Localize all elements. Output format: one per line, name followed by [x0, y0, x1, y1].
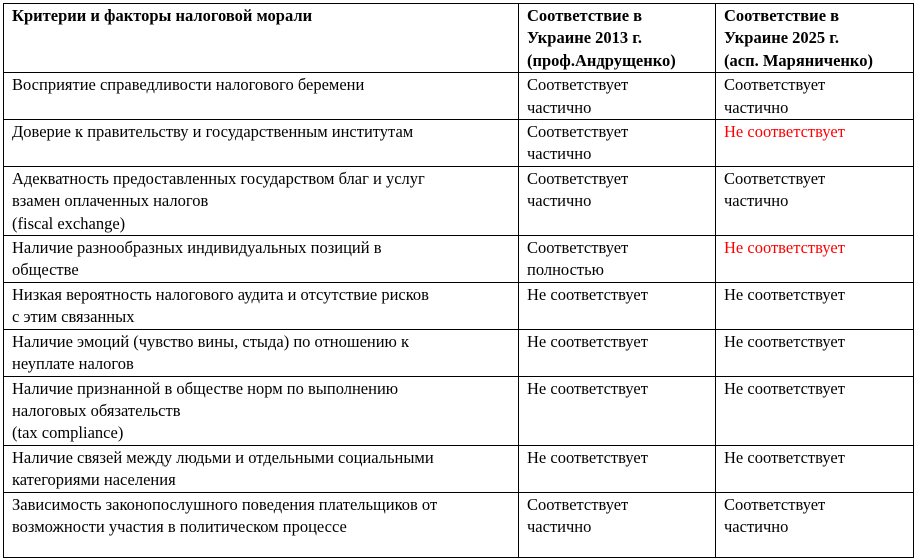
- status-2025-cell: [716, 166, 914, 235]
- criterion-text-line: Низкая вероятность налогового аудита и отсутствие рисков: [12, 284, 429, 304]
- status-text-line: частично: [724, 191, 789, 211]
- status-2013-cell: [519, 329, 716, 376]
- criterion-text-line: Наличие разнообразных индивидуальных позиций в: [12, 238, 382, 258]
- criterion-cell: [4, 120, 519, 167]
- status-text-line: Соответствует: [724, 75, 826, 95]
- criterion-cell: [4, 282, 519, 329]
- status-text-line: частично: [527, 191, 592, 211]
- status-text-line: Не соответствует: [724, 378, 845, 398]
- status-2025-cell: [716, 329, 914, 376]
- table-row: [4, 166, 914, 235]
- criterion-text-line: возможности участия в политическом процессе: [12, 516, 347, 536]
- status-2013-cell: [519, 492, 716, 557]
- criterion-cell: [4, 236, 519, 283]
- criterion-cell: [4, 445, 519, 492]
- criterion-text-line: (fiscal exchange): [12, 213, 126, 233]
- criterion-cell: [4, 492, 519, 557]
- header-2025: [716, 4, 914, 73]
- status-text-line: частично: [527, 97, 592, 117]
- header-row: [4, 4, 914, 73]
- criterion-text-line: налоговых обязательств: [12, 400, 181, 420]
- status-text-line: Соответствует: [527, 168, 629, 188]
- criterion-cell: [4, 166, 519, 235]
- table-row: [4, 120, 914, 167]
- status-2025-cell: [716, 376, 914, 445]
- header-text-line: Украине 2025 г.: [724, 28, 840, 48]
- criterion-cell: [4, 73, 519, 120]
- table-row: [4, 329, 914, 376]
- status-text-line: частично: [527, 144, 592, 164]
- status-text-line: Не соответствует: [724, 238, 845, 258]
- status-2025-cell: [716, 492, 914, 557]
- status-text-line: Соответствует: [527, 494, 629, 514]
- status-text-line: Не соответствует: [527, 447, 648, 467]
- criterion-cell: [4, 376, 519, 445]
- status-text-line: Не соответствует: [724, 447, 845, 467]
- status-text-line: Не соответствует: [527, 284, 648, 304]
- status-2013-cell: [519, 445, 716, 492]
- criterion-text-line: Наличие связей между людьми и отдельными социальными: [12, 447, 434, 467]
- table-row: [4, 282, 914, 329]
- table-row: [4, 376, 914, 445]
- header-criteria: [4, 4, 519, 73]
- criterion-cell: [4, 329, 519, 376]
- status-text-line: частично: [724, 97, 789, 117]
- status-text-line: Не соответствует: [527, 378, 648, 398]
- status-text-line: полностью: [527, 260, 604, 280]
- criterion-text-line: Восприятие справедливости налогового беремени: [12, 75, 365, 95]
- criterion-text-line: неуплате налогов: [12, 354, 134, 374]
- header-text-line: (асп. Маряниченко): [724, 50, 873, 70]
- criterion-text-line: с этим связанных: [12, 307, 135, 327]
- status-2025-cell: [716, 282, 914, 329]
- status-text-line: частично: [724, 516, 789, 536]
- criterion-text-line: категориями населения: [12, 470, 176, 490]
- header-text-line: Соответствие в: [724, 6, 840, 25]
- status-text-line: Не соответствует: [724, 284, 845, 304]
- status-2025-cell: [716, 120, 914, 167]
- header-text-line: Украине 2013 г.: [527, 28, 643, 48]
- criterion-text-line: Наличие эмоций (чувство вины, стыда) по отношению к: [12, 331, 410, 351]
- criterion-text-line: обществе: [12, 260, 79, 280]
- criterion-text-line: Доверие к правительству и государственным институтам: [12, 122, 414, 142]
- status-2025-cell: [716, 236, 914, 283]
- status-2013-cell: [519, 166, 716, 235]
- criterion-text-line: (tax compliance): [12, 423, 124, 443]
- table-row: [4, 73, 914, 120]
- table-row: [4, 236, 914, 283]
- table-body: [4, 73, 914, 557]
- criterion-text-line: Зависимость законопослушного поведения плательщиков от: [12, 494, 438, 514]
- status-text-line: Соответствует: [527, 122, 629, 142]
- status-2025-cell: [716, 73, 914, 120]
- header-text-line: (проф.Андрущенко): [527, 50, 676, 70]
- criterion-text-line: Наличие признанной в обществе норм по выполнению: [12, 378, 399, 398]
- status-2013-cell: [519, 236, 716, 283]
- header-text-line: Соответствие в: [527, 6, 643, 25]
- table-row: [4, 492, 914, 557]
- status-text-line: частично: [527, 516, 592, 536]
- status-text-line: Не соответствует: [724, 331, 845, 351]
- status-2013-cell: [519, 73, 716, 120]
- criterion-text-line: Адекватность предоставленных государством благ и услуг: [12, 168, 425, 188]
- status-2013-cell: [519, 120, 716, 167]
- status-2013-cell: [519, 376, 716, 445]
- status-text-line: Соответствует: [527, 75, 629, 95]
- status-2025-cell: [716, 445, 914, 492]
- header-text-line: Критерии и факторы налоговой морали: [12, 6, 313, 25]
- status-text-line: Соответствует: [724, 168, 826, 188]
- criterion-text-line: взамен оплаченных налогов: [12, 191, 209, 211]
- header-2013: [519, 4, 716, 73]
- status-text-line: Не соответствует: [724, 122, 845, 142]
- table-row: [4, 445, 914, 492]
- status-2013-cell: [519, 282, 716, 329]
- status-text-line: Не соответствует: [527, 331, 648, 351]
- status-text-line: Соответствует: [724, 494, 826, 514]
- tax-morale-table: [3, 3, 914, 558]
- status-text-line: Соответствует: [527, 238, 629, 258]
